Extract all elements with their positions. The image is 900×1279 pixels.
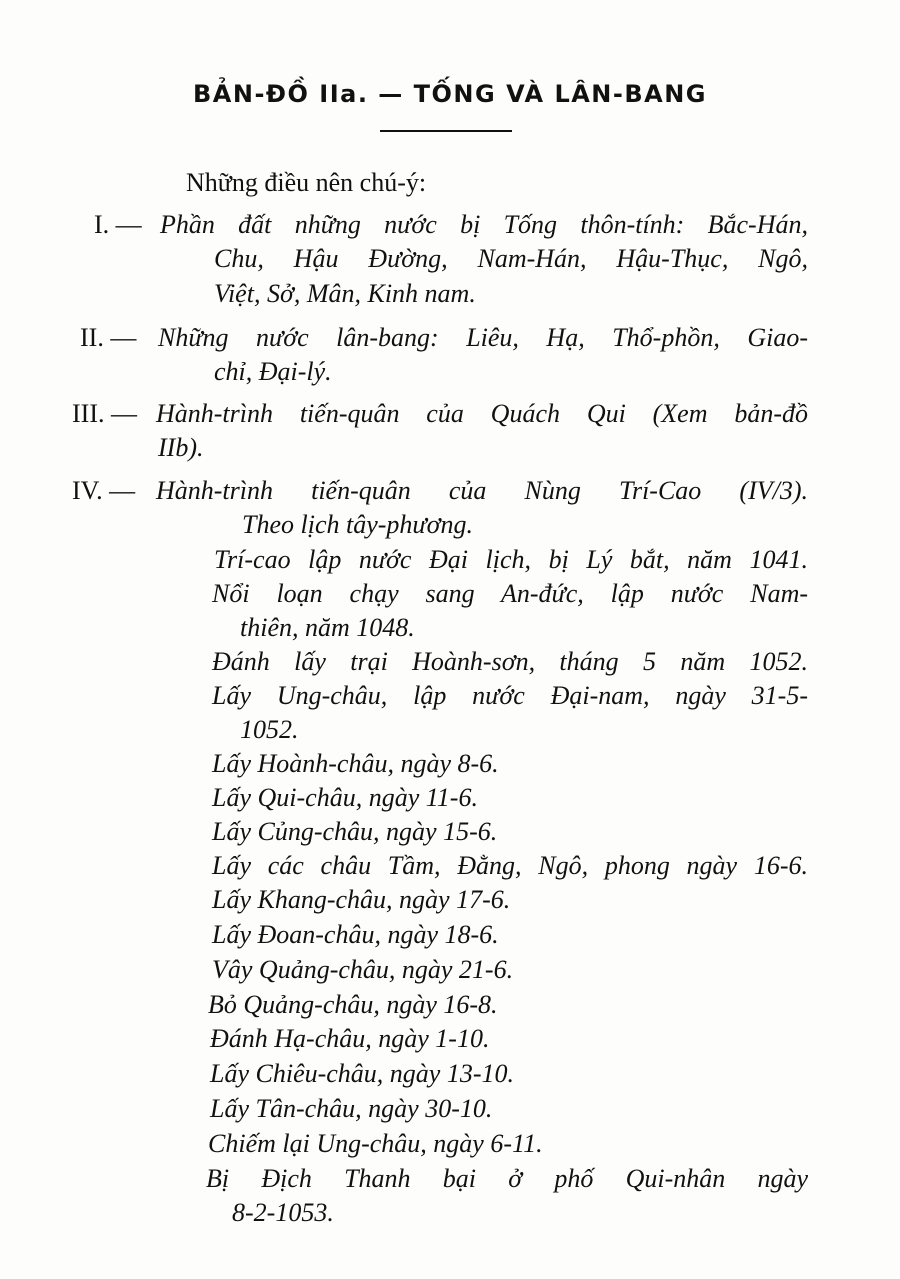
event-10: Lấy Đoan-châu, ngày 18-6. [212, 920, 499, 949]
event-7: Lấy Củng-châu, ngày 15-6. [212, 817, 498, 846]
item-1-line-3: Việt, Sở, Mân, Kinh nam. [214, 279, 476, 308]
event-17-line-2: 8-2-1053. [232, 1198, 334, 1227]
item-3-line-1: Hành-trình tiến-quân của Quách Qui (Xem bản-đồ [156, 399, 808, 428]
event-15: Lấy Tân-châu, ngày 30-10. [210, 1094, 493, 1123]
event-12: Bỏ Quảng-châu, ngày 16-8. [208, 990, 498, 1019]
item-number-2: II. — [80, 323, 137, 352]
event-9: Lấy Khang-châu, ngày 17-6. [212, 885, 511, 914]
event-8: Lấy các châu Tầm, Đằng, Ngô, phong ngày 16-6. [212, 851, 808, 880]
item-number-4: IV. — [72, 476, 136, 505]
title-divider [380, 130, 512, 132]
item-1-line-2: Chu, Hậu Đường, Nam-Hán, Hậu-Thục, Ngô, [214, 244, 808, 273]
page-title: BẢN-ĐỒ IIa. — TỐNG VÀ LÂN-BANG [192, 80, 708, 108]
item-3-line-2: IIb). [158, 433, 204, 462]
item-2-line-1: Những nước lân-bang: Liêu, Hạ, Thổ-phồn, Giao- [158, 323, 808, 352]
item-2-line-2: chỉ, Đại-lý. [214, 357, 332, 386]
event-6: Lấy Qui-châu, ngày 11-6. [212, 783, 478, 812]
event-3: Đánh lấy trại Hoành-sơn, tháng 5 năm 1052. [212, 647, 808, 676]
item-4-line-1: Hành-trình tiến-quân của Nùng Trí-Cao (IV/3). [156, 476, 808, 505]
event-1: Trí-cao lập nước Đại lịch, bị Lý bắt, năm 1041. [214, 545, 808, 574]
intro-text: Những điều nên chú-ý: [186, 168, 427, 197]
event-4-line-1: Lấy Ung-châu, lập nước Đại-nam, ngày 31-5- [212, 681, 808, 710]
event-17-line-1: Bị Địch Thanh bại ở phố Qui-nhân ngày [206, 1164, 808, 1193]
event-16: Chiếm lại Ung-châu, ngày 6-11. [208, 1129, 543, 1158]
event-5: Lấy Hoành-châu, ngày 8-6. [212, 749, 499, 778]
event-14: Lấy Chiêu-châu, ngày 13-10. [210, 1059, 515, 1088]
item-number-3: III. — [72, 399, 137, 428]
item-4-line-2: Theo lịch tây-phương. [242, 510, 473, 539]
event-13: Đánh Hạ-châu, ngày 1-10. [210, 1024, 490, 1053]
event-4-line-2: 1052. [240, 715, 299, 744]
item-number-1: I. — [94, 210, 142, 239]
item-1-line-1: Phần đất những nước bị Tống thôn-tính: Bắc-Hán, [160, 210, 808, 239]
event-11: Vây Quảng-châu, ngày 21-6. [212, 955, 514, 984]
event-2-line-2: thiên, năm 1048. [240, 613, 415, 642]
event-2-line-1: Nổi loạn chạy sang An-đức, lập nước Nam- [212, 579, 808, 608]
